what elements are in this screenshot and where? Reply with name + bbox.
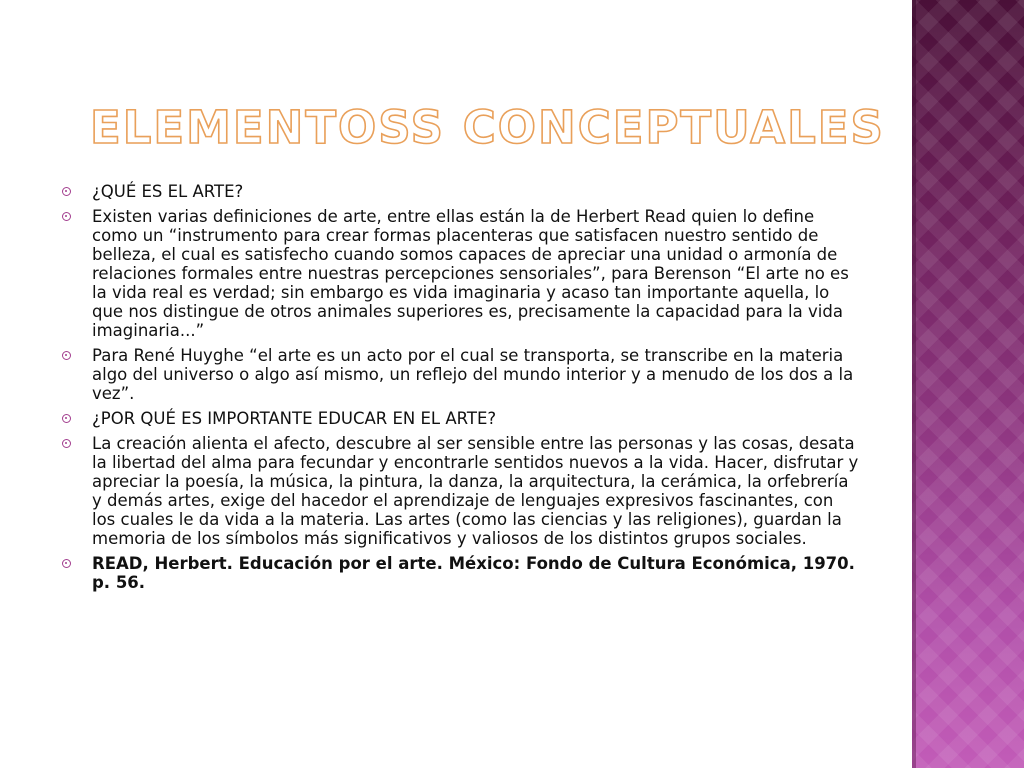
reference-text: READ, Herbert. Educación por el arte. México: Fondo de Cultura Económica, 1970. p. 56. [92,554,855,592]
side-band-edge [912,0,916,768]
bullet-text: Existen varias definiciones de arte, entre ellas están la de Herbert Read quien lo define como un “instrumento para crear formas placenteras que satisfacen nuestro sentido de belleza, el cual es satisfecho cuando somos capaces de apreciar una unidad o armonía de relaciones formales entre nuestras percepciones sensoriales”, para Berenson “El arte no es la vida real es verdad; sin embargo es vida imaginaria y acaso tan importante aquella, lo que nos distingue de otros animales superiores es, precisamente la capacidad para la vida imaginaria...” [92,207,849,340]
bullet-item [60,207,860,340]
bullet-item [60,346,860,403]
ring-bullet-icon [62,212,71,221]
bullet-item [60,182,860,201]
ring-bullet-icon [62,439,71,448]
ring-bullet-icon [62,559,71,568]
bullet-list [60,182,860,598]
bullet-text: ¿POR QUÉ ES IMPORTANTE EDUCAR EN EL ARTE? [92,409,497,428]
bullet-text: ¿QUÉ ES EL ARTE? [92,182,244,201]
decorative-side-band [912,0,1024,768]
bullet-text: La creación alienta el afecto, descubre al ser sensible entre las personas y las cosas, desata la libertad del alma para fecundar y encontrarle sentidos nuevos a la vida. Hacer, disfrutar y apreciar la poesía, la música, la pintura, la danza, la arquitectura, la cerámica, la orfebrería y demás artes, exige del hacedor el aprendizaje de lenguajes expresivos fascinantes, con los cuales le da vida a la materia. Las artes (como las ciencias y las religiones), guardan la memoria de los símbolos más significativos y valiosos de los distintos grupos sociales. [92,434,859,548]
ring-bullet-icon [62,351,71,360]
ring-bullet-icon [62,414,71,423]
bullet-text: Para René Huyghe “el arte es un acto por el cual se transporta, se transcribe en la materia algo del universo o algo así mismo, un reflejo del mundo interior y a menudo de los dos a la vez”. [92,346,854,403]
bullet-item [60,409,860,428]
slide-title: ELEMENTOSS CONCEPTUALES [90,101,885,154]
bullet-item [60,434,860,548]
reference-item [60,554,860,592]
ring-bullet-icon [62,187,71,196]
